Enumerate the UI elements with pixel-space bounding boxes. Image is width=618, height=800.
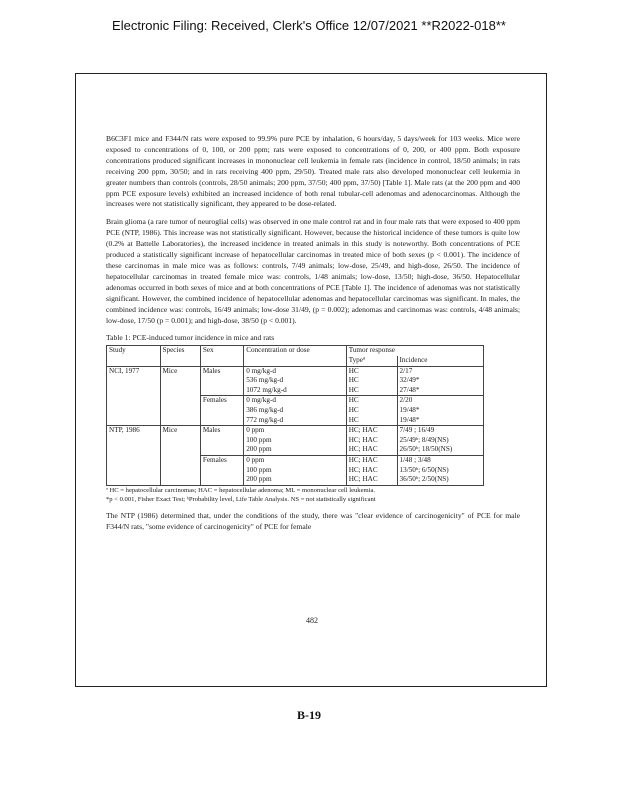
cell-incidences (397, 455, 483, 485)
header-type: Typeª (346, 356, 397, 366)
table-header-row (107, 346, 484, 356)
incidence: 26/50ᵇ; 18/50(NS) (399, 445, 453, 454)
incidence: 25/49ᵇ; 8/49(NS) (399, 435, 449, 444)
tumor-type: HC; HAC (348, 455, 378, 464)
cell-sex: Males (200, 426, 243, 456)
incidence: 2/17 (399, 366, 413, 375)
table-row (107, 366, 484, 396)
tumor-type: HC; HAC (348, 426, 378, 435)
dose: 386 mg/kg-d (246, 405, 284, 414)
cell-sex: Females (200, 396, 243, 426)
tumor-type: HC; HAC (348, 465, 378, 474)
dose: 536 mg/kg-d (246, 376, 284, 385)
cell-study: NTP, 1986 (107, 426, 161, 486)
closing-paragraph: The NTP (1986) determined that, under the conditions of the study, there was "clear evidence of carcinogenicity" of PCE for male F344/N rats, "some evidence of carcinogenicity" of PCE for female (106, 510, 520, 531)
incidence: 36/50ᵇ; 2/50(NS) (399, 475, 449, 484)
cell-incidences (397, 366, 483, 396)
cell-types (346, 455, 397, 485)
cell-doses (244, 396, 347, 426)
tumor-type: HC; HAC (348, 445, 378, 454)
table-footnote-significance: *p < 0.001, Fisher Exact Test; ᵇProbability level, Life Table Analysis. NS = not statistically significant (106, 496, 376, 504)
tumor-type: HC (348, 405, 359, 414)
dose: 1072 mg/kg-d (246, 385, 287, 394)
page-body (106, 134, 520, 540)
cell-incidences (397, 396, 483, 426)
cell-types (346, 426, 397, 456)
cell-species: Mice (160, 366, 200, 426)
dose: 200 ppm (246, 445, 272, 454)
header-concentration: Concentration or dose (244, 346, 347, 366)
incidence: 19/48* (399, 405, 420, 414)
dose: 0 mg/kg-d (246, 366, 276, 375)
cell-sex: Males (200, 366, 243, 396)
tumor-type: HC; HAC (348, 475, 378, 484)
tumor-type: HC (348, 376, 359, 385)
dose: 200 ppm (246, 475, 272, 484)
cell-species: Mice (160, 426, 200, 486)
filing-header: Electronic Filing: Received, Clerk's Office 12/07/2021 **R2022-018** (112, 18, 506, 33)
cell-types (346, 366, 397, 396)
header-sex: Sex (200, 346, 243, 366)
tumor-table (106, 345, 484, 485)
table-title: Table 1: PCE-induced tumor incidence in mice and rats (106, 333, 275, 343)
incidence: 1/48 ; 3/48 (399, 455, 431, 464)
cell-types (346, 396, 397, 426)
cell-doses (244, 426, 347, 456)
dose: 0 ppm (246, 426, 265, 435)
page-number: 482 (306, 616, 318, 625)
incidence: 2/20 (399, 396, 413, 405)
tumor-type: HC; HAC (348, 435, 378, 444)
cell-sex: Females (200, 455, 243, 485)
paragraph-2: Brain glioma (a rare tumor of neuroglial cells) was observed in one male control rat and in four male rats that were exposed to 400 ppm PCE (NTP, 1986). This increase was not statistically significant. However, because the historical incidence of these tumors is quite low (0.2% at Battelle Laboratories), the increased incidence in treated animals in this study is noteworthy. Both concentrations of PCE produced a statistically significant increase of hepatocellular carcinomas in treated mice of both sexes (p < 0.001). The incidence of these carcinomas in male mice was as follows: controls, 7/49 animals; low-dose, 25/49, and high-dose, 26/50. The incidence of hepatocellular carcinomas in treated female mice was: controls, 1/48 animals; low-dose, 13/50; high-dose, 36/50. Hepatocellular adenomas occurred in both sexes of mice and at both concentrations of PCE [Table 1]. The incidence of adenomas was not statistically significant. However, the combined incidence of hepatocellular adenomas and hepatocellular carcinomas was significant. In males, the combined incidence was: controls, 16/49 animals; low-dose 31/49, (p = 0.002); adenomas and carcinomas was: controls, 4/48 animals; low-dose, 17/50 (p = 0.001); and high-dose, 38/50 (p < 0.001). (106, 217, 520, 325)
dose: 100 ppm (246, 465, 272, 474)
header-species: Species (160, 346, 200, 366)
cell-study: NCI, 1977 (107, 366, 161, 426)
cell-doses (244, 366, 347, 396)
tumor-type: HC (348, 366, 359, 375)
tumor-type: HC (348, 385, 359, 394)
incidence: 32/49* (399, 376, 420, 385)
incidence: 13/50ᵇ; 6/50(NS) (399, 465, 449, 474)
paragraph-1: B6C3F1 mice and F344/N rats were exposed to 99.9% pure PCE by inhalation, 6 hours/day, 5 days/week for 103 weeks. Mice were exposed to concentrations of 0, 100, or 200 ppm; rats were exposed to concentrations of 0, 200, or 400 ppm. Both exposure concentrations produced significant increases in mononuclear cell leukemia in female rats (incidence in control, 18/50 animals; in rats receiving 200 ppm, 30/50; and in rats receiving 400 ppm, 29/50). Treated male rats also developed mononuclear cell leukemia in greater numbers than controls (controls, 28/50 animals; 200 ppm, 37/50; 400 ppm, 37/50) [Table 1]. Male rats (at the 200 ppm and 400 ppm PCE exposure levels) exhibited an increased incidence of both renal tubular-cell adenomas and adenocarcinomas. Although the increases were not statistically significant, they appeared to be dose-related. (106, 134, 520, 209)
table-row (107, 426, 484, 456)
header-incidence: Incidence (397, 356, 483, 366)
appendix-page-label: B-19 (297, 708, 321, 722)
table-footnote-abbreviations: ª HC = hepatocellular carcinomas; HAC = hepatocellular adenoma; ML = mononuclear cell leukemia. (106, 486, 376, 494)
dose: 100 ppm (246, 435, 272, 444)
dose: 772 mg/kg-d (246, 415, 284, 424)
header-study: Study (107, 346, 161, 366)
incidence: 27/48* (399, 385, 420, 394)
tumor-type: HC (348, 396, 359, 405)
header-tumor-response: Tumor response (346, 346, 483, 356)
incidence: 19/48* (399, 415, 420, 424)
tumor-type: HC (348, 415, 359, 424)
incidence: 7/49 ; 16/49 (399, 426, 435, 435)
dose: 0 mg/kg-d (246, 396, 276, 405)
scanned-page (75, 73, 547, 687)
cell-doses (244, 455, 347, 485)
dose: 0 ppm (246, 455, 265, 464)
cell-incidences (397, 426, 483, 456)
